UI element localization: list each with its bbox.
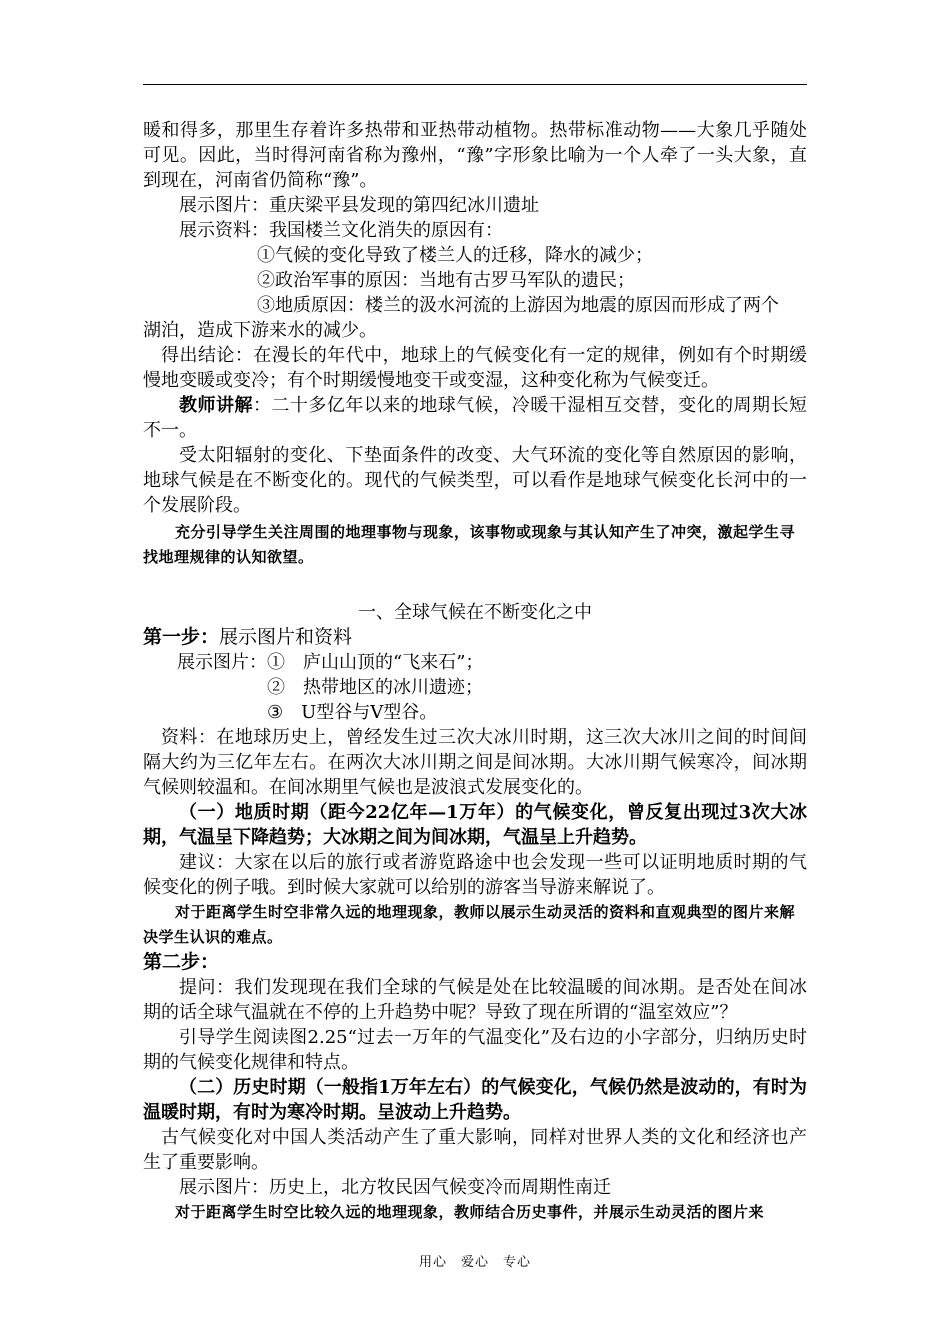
header-rule <box>143 84 807 85</box>
material-glacier-periods: 资料：在地球历史上，曾经发生过三次大冰川时期，这三次大冰川之间的时间间隔大约为三亿年左右。在两次大冰川期之间是间冰期。大冰川期气候寒冷，间冰期气候则较温和。在间冰期里气候也是波浪式发展变化的。 <box>143 727 807 798</box>
teaching-note-1: 充分引导学生关注周围的地理事物与现象，该事物或现象与其认知产生了冲突，激起学生寻找地理规律的认知欲望。 <box>143 523 796 566</box>
show-image-migration: 展示图片：历史上，北方牧民因气候变冷而周期性南迁 <box>179 1177 611 1198</box>
teaching-note-3: 对于距离学生时空比较久远的地理现象，教师结合历史事件，并展示生动灵活的图片来 <box>175 1203 765 1221</box>
ancient-climate-paragraph: 古气候变化对中国人类活动产生了重大影响，同样对世界人类的文化和经济也产生了重要影响。 <box>143 1127 807 1173</box>
show-material-loulan: 展示资料：我国楼兰文化消失的原因有： <box>179 220 503 241</box>
teacher-text: ：二十多亿年以来的地球气候，冷暖干湿相互交替，变化的周期长短不一。 <box>143 395 808 441</box>
paragraph-elephant: 暖和得多，那里生存着许多热带和亚热带动植物。热带标准动物——大象几乎随处可见。因此，当时得河南省称为豫州，“豫”字形象比喻为一个人牵了一头大象，直到现在，河南省仍简称“豫”。 <box>143 120 807 191</box>
step-one <box>143 625 807 650</box>
show-image-list-item-1: 展示图片：① 庐山山顶的“飞来石”； <box>177 652 484 673</box>
historical-period-summary: （二）历史时期（一般指1万年左右）的气候变化，气候仍然是波动的，有时为温暖时期，有时为寒冷时期。呈波动上升趋势。 <box>143 1077 807 1123</box>
reason-climate: ①气候的变化导致了楼兰人的迁移，降水的减少； <box>257 245 653 266</box>
reason-geology-line2: 湖泊，造成下游来水的减少。 <box>143 320 377 341</box>
document-body <box>143 118 807 1225</box>
teaching-note-2: 对于距离学生时空非常久远的地理现象，教师以展示生动灵活的资料和直观典型的图片来解决学生认识的难点。 <box>143 903 796 946</box>
question-paragraph: 提问：我们发现现在我们全球的气候是处在比较温暖的间冰期。是否处在间冰期的话全球气温就在不停的上升趋势中呢？导致了现在所谓的“温室效应”？ <box>143 977 807 1023</box>
guide-paragraph: 引导学生阅读图2.25“过去一万年的气温变化”及右边的小字部分，归纳历史时期的气候变化规律和特点。 <box>143 1027 807 1073</box>
suggestion-paragraph: 建议：大家在以后的旅行或者游览路途中也会发现一些可以证明地质时期的气候变化的例子哦。到时候大家就可以给别的游客当导游来解说了。 <box>143 852 807 898</box>
show-image-list-item-2: ② 热带地区的冰川遗迹； <box>267 677 483 698</box>
geological-period-summary: （一）地质时期（距今22亿年—1万年）的气候变化，曾反复出现过3次大冰期，气温呈下降趋势；大冰期之间为间冰期，气温呈上升趋势。 <box>143 802 807 848</box>
reason-politics: ②政治军事的原因：当地有古罗马军队的遗民； <box>257 270 635 291</box>
conclusion-paragraph: 得出结论：在漫长的年代中，地球上的气候变化有一定的规律，例如有个时期缓慢地变暖或变冷；有个时期缓慢地变干或变湿，这种变化称为气候变迁。 <box>143 345 807 391</box>
influence-paragraph: 受太阳辐射的变化、下垫面条件的改变、大气环流的变化等自然原因的影响，地球气候是在不断变化的。现代的气候类型，可以看作是地球气候变化长河中的一个发展阶段。 <box>143 445 807 516</box>
step-one-text: 展示图片和资料 <box>219 626 353 648</box>
reason-geology-line1: ③地质原因：楼兰的汲水河流的上游因为地震的原因而形成了两个 <box>257 295 779 316</box>
step-one-label: 第一步： <box>143 626 220 648</box>
step-two-label: 第二步： <box>143 951 220 973</box>
teacher-explanation <box>143 393 807 443</box>
step-two <box>143 950 807 975</box>
section-title: 一、全球气候在不断变化之中 <box>358 602 592 623</box>
show-image-glacier: 展示图片：重庆梁平县发现的第四纪冰川遗址 <box>179 195 539 216</box>
teacher-label: 教师讲解 <box>179 395 253 416</box>
spacer <box>143 570 807 600</box>
page-footer: 用心 爱心 专心 <box>418 1255 531 1270</box>
show-image-list-item-3: ③ U型谷与V型谷。 <box>267 702 438 723</box>
